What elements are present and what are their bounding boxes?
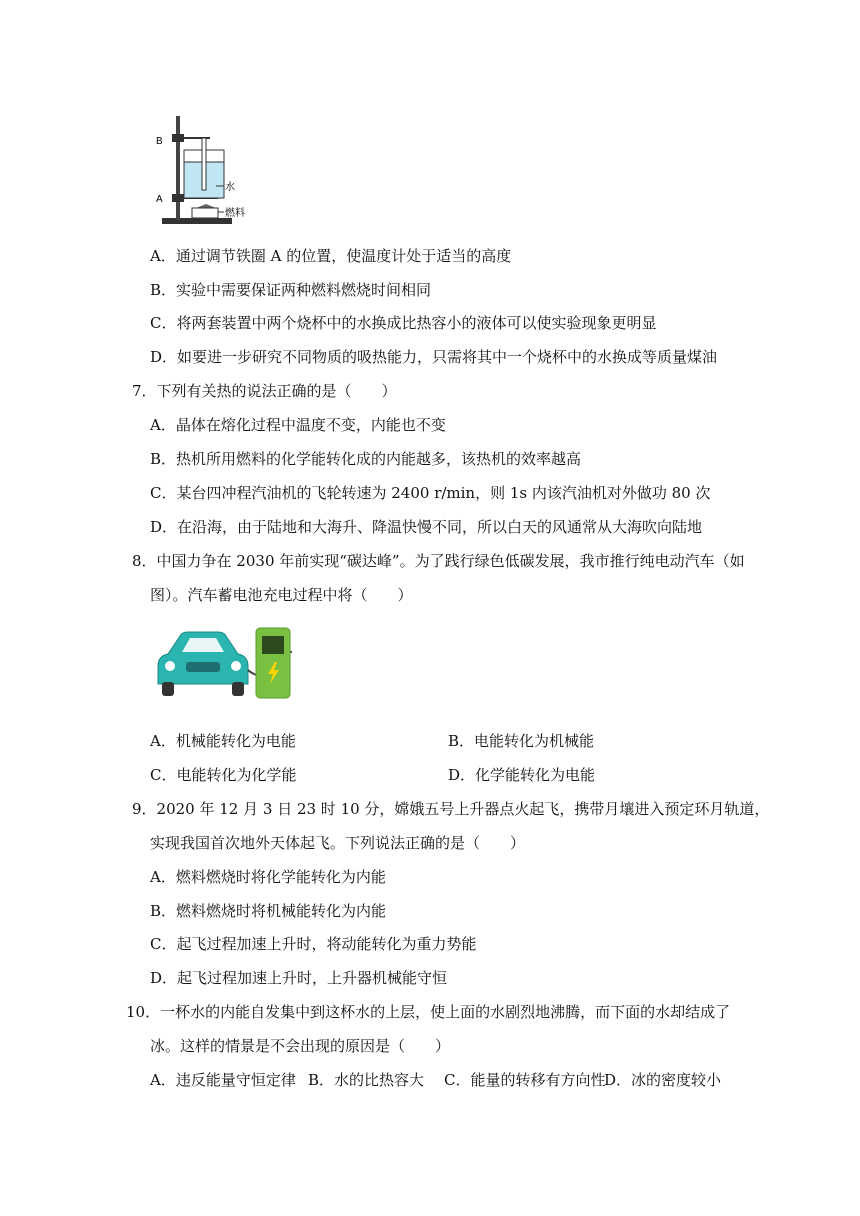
car-headlight-left xyxy=(165,661,175,671)
q9-option-b: B．燃料燃烧时将机械能转化为内能 xyxy=(150,902,387,920)
label-fuel: 燃料 xyxy=(225,208,245,219)
q9-stem-line1: 9．2020 年 12 月 3 日 23 时 10 分，嫦娥五号上升器点火起飞，携带月壤进入预定环月轨道， xyxy=(132,800,770,818)
heating-apparatus-figure xyxy=(150,112,250,232)
q6-option-c: C．将两套装置中两个烧杯中的水换成比热容小的液体可以使实验现象更明显 xyxy=(150,314,657,332)
q7-option-c: C．某台四冲程汽油机的飞轮转速为 2400 r/min，则 1s 内该汽油机对外做功 80 次 xyxy=(150,484,711,502)
q6-option-a: A．通过调节铁圈 A 的位置，使温度计处于适当的高度 xyxy=(150,247,512,265)
thermometer xyxy=(202,138,206,190)
stand-base xyxy=(162,218,232,224)
car-headlight-right xyxy=(231,661,241,671)
q8-option-c: C．电能转化为化学能 xyxy=(150,766,297,784)
stand-rod xyxy=(176,116,180,220)
fuel-lamp xyxy=(192,208,218,218)
q8-option-b: B．电能转化为机械能 xyxy=(448,732,595,750)
ev-charging-figure xyxy=(152,622,302,702)
car-wheel-right xyxy=(232,682,244,696)
q10-option-a: A．违反能量守恒定律 xyxy=(150,1071,296,1089)
q10-option-c: C．能量的转移有方向性 xyxy=(444,1071,606,1089)
q8-option-d: D．化学能转化为电能 xyxy=(448,766,596,784)
q8-stem-line1: 8．中国力争在 2030 年前实现“碳达峰”。为了践行绿色低碳发展，我市推行纯电动汽车（如 xyxy=(132,552,745,570)
car-grille xyxy=(186,662,220,672)
q10-stem-line2: 冰。这样的情景是不会出现的原因是（ ） xyxy=(150,1037,451,1055)
q9-option-c: C．起飞过程加速上升时，将动能转化为重力势能 xyxy=(150,935,477,953)
flame xyxy=(196,204,216,208)
q7-option-d: D．在沿海，由于陆地和大海升、降温快慢不同，所以白天的风通常从大海吹向陆地 xyxy=(150,518,703,536)
q7-option-b: B．热机所用燃料的化学能转化成的内能越多，该热机的效率越高 xyxy=(150,450,582,468)
q7-option-a: A．晶体在熔化过程中温度不变，内能也不变 xyxy=(150,416,446,434)
q10-option-b: B．水的比热容大 xyxy=(308,1071,425,1089)
label-b: B xyxy=(156,136,163,147)
q9-option-d: D．起飞过程加速上升时，上升器机械能守恒 xyxy=(150,969,448,987)
car-wheel-left xyxy=(162,682,174,696)
q7-stem: 7．下列有关热的说法正确的是（ ） xyxy=(132,382,397,400)
label-water: 水 xyxy=(225,182,235,193)
q8-option-a: A．机械能转化为电能 xyxy=(150,732,296,750)
q9-stem-line2: 实现我国首次地外天体起飞。下列说法正确的是（ ） xyxy=(150,834,526,852)
q6-option-d: D．如要进一步研究不同物质的吸热能力，只需将其中一个烧杯中的水换成等质量煤油 xyxy=(150,348,718,366)
q10-stem-line1: 10．一杯水的内能自发集中到这杯水的上层，使上面的水剧烈地沸腾，而下面的水却结成了 xyxy=(126,1003,731,1021)
q10-option-d: D．冰的密度较小 xyxy=(604,1071,722,1089)
label-a: A xyxy=(156,194,163,205)
q9-option-a: A．燃料燃烧时将化学能转化为内能 xyxy=(150,868,386,886)
q8-stem-line2: 图）。汽车蓄电池充电过程中将（ ） xyxy=(150,586,413,604)
q6-option-b: B．实验中需要保证两种燃料燃烧时间相同 xyxy=(150,281,432,299)
charger-screen xyxy=(262,636,284,654)
